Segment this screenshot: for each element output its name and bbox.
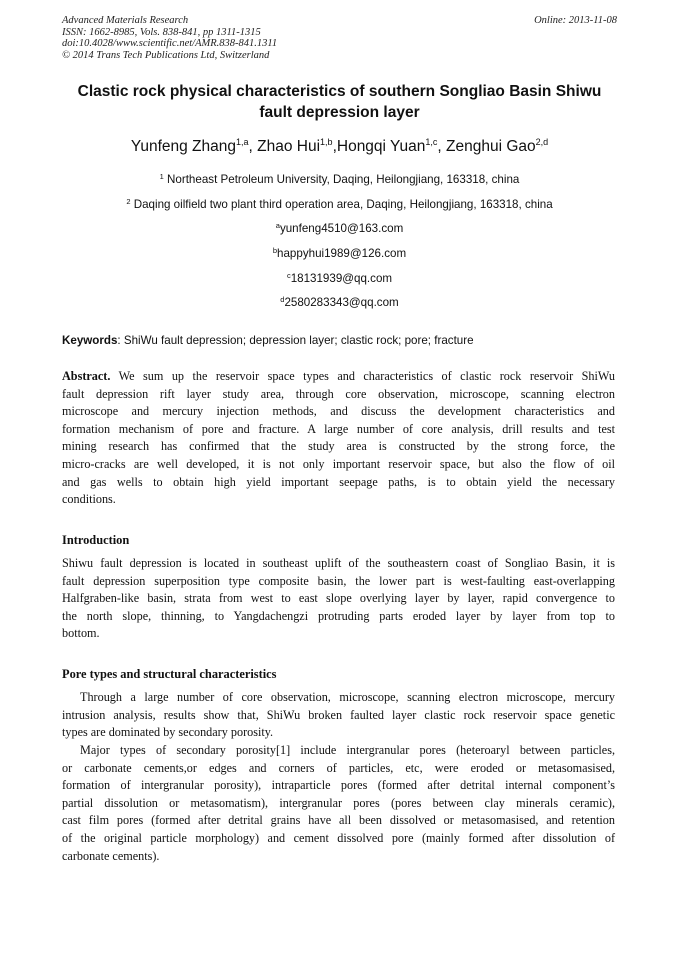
author-sup: 1,a: [236, 137, 249, 147]
affiliation-sup: 1: [159, 172, 164, 181]
paragraph-line: the north slope, thinning, to Yangdachengzi protruding parts eroded layer by layer from top to: [62, 608, 615, 623]
email-b: [62, 247, 617, 261]
pore-paragraph-1: [62, 689, 615, 742]
paragraph-line: Shiwu fault depression is located in southeast uplift of the southeastern coast of Songliao Basin, it is: [62, 556, 615, 570]
keywords-label: Keywords: [62, 334, 118, 347]
abstract-line: [62, 368, 615, 386]
keywords-text: : ShiWu fault depression; depression layer; clastic rock; pore; fracture: [117, 334, 474, 347]
author-sup: 1,b: [320, 137, 333, 147]
paragraph-line: cast film pores (formed after detrital grains have all been dissolved or metasomasised, and retention: [62, 813, 615, 828]
email-c: [62, 272, 617, 286]
introduction-paragraph: [62, 555, 615, 643]
pore-paragraph-2: [62, 742, 615, 865]
paragraph-line: types are dominated by secondary porosity.: [62, 725, 274, 740]
paragraph-line: or carbonate cements,or edges and corners of particles, etc, were eroded or metasomasised,: [62, 760, 615, 775]
author-name: Yunfeng Zhang: [130, 138, 236, 155]
paragraph-line: Major types of secondary porosity[1] include intergranular pores (heteroaryl between particles,: [80, 743, 615, 757]
affiliation-text: Daqing oilfield two plant third operation area, Daqing, Heilongjiang, 163318, china: [130, 198, 553, 211]
email-sup: c: [286, 271, 291, 280]
paragraph-line: formation of intergranular porosity), intraparticle pores (formed after detrital internal component’s: [62, 778, 615, 793]
author-sup: 2,d: [535, 137, 549, 147]
journal-doi: doi:10.4028/www.scientific.net/AMR.838-841.1311: [62, 38, 278, 49]
paragraph-line: intrusion analysis, results show that, ShiWu broken faulted layer clastic rock reservoir space genetic: [62, 707, 615, 722]
author-sep: ,: [437, 138, 447, 155]
section-heading-introduction: Introduction: [62, 533, 130, 547]
journal-copyright: © 2014 Trans Tech Publications Ltd, Switzerland: [62, 49, 270, 61]
abstract-line: conditions.: [62, 492, 116, 507]
abstract-line: and gas wells to obtain high yield important seepage paths, is to obtain yield the necessary: [62, 474, 615, 489]
online-date: Online: 2013-11-08: [534, 15, 617, 26]
journal-issn: ISSN: 1662-8985, Vols. 838-841, pp 1311-1315: [62, 26, 261, 38]
author-sup: 1,c: [425, 137, 438, 147]
abstract-line-text: We sum up the reservoir space types and characteristics of clastic rock reservoir ShiWu: [110, 369, 615, 383]
paragraph-line: bottom.: [62, 626, 100, 641]
section-heading-pore-types: Pore types and structural characteristics: [62, 667, 277, 681]
title-line-1: Clastic rock physical characteristics of southern Songliao Basin Shiwu: [77, 83, 602, 100]
abstract-line: micro-cracks are well developed, it is not only important reservoir space, but also the flow of oil: [62, 456, 615, 471]
email-a: [62, 222, 617, 236]
email-sup: b: [272, 246, 278, 255]
affiliation-sup: 2: [126, 197, 131, 206]
author-name: Zenghui Gao: [446, 138, 536, 155]
email-text: happyhui1989@126.com: [277, 247, 407, 260]
author-list: [62, 137, 617, 157]
affiliation-text: Northeast Petroleum University, Daqing, Heilongjiang, 163318, china: [163, 173, 520, 186]
paragraph-line: Through a large number of core observation, microscope, scanning electron microscope, mercury: [80, 690, 615, 704]
email-sup: d: [280, 295, 285, 304]
abstract-line: fault depression rift layer study area, through core observation, microscope, scanning electron: [62, 386, 615, 401]
affiliation-1: [62, 173, 617, 187]
journal-name: Advanced Materials Research: [62, 15, 189, 26]
abstract: [62, 368, 615, 509]
paragraph-line: Halfgraben-like basin, strata from west to east slope overlying layer by layer, rapid convergence to: [62, 591, 615, 606]
title-line-2: fault depression layer: [259, 104, 420, 121]
paper-title: [62, 81, 617, 123]
email-sup: a: [275, 221, 280, 230]
author-sep: ,: [248, 138, 258, 155]
paragraph-line: of the original particle morphology) and cement dissolved pore (mainly formed after dissolution of: [62, 830, 615, 845]
email-text: yunfeng4510@163.com: [279, 222, 404, 235]
abstract-line: microscope and mercury injection methods, and discuss the development characteristics and: [62, 404, 615, 419]
paragraph-line: carbonate cements).: [62, 848, 160, 863]
keywords: [62, 334, 617, 348]
abstract-line: mining research has confirmed that the study area is constructed by the strong force, the: [62, 439, 615, 454]
author-sep: ,: [332, 138, 337, 155]
author-name: Zhao Hui: [257, 138, 321, 155]
abstract-label: Abstract.: [62, 369, 111, 383]
email-d: [62, 296, 617, 310]
affiliation-2: [62, 198, 617, 212]
journal-header: [62, 15, 617, 61]
email-text: 18131939@qq.com: [290, 272, 393, 285]
author-name: Hongqi Yuan: [336, 138, 426, 155]
abstract-line: formation mechanism of pore and fracture. A large number of core analysis, drill results and test: [62, 421, 615, 436]
paragraph-line: partial dissolution or metasomatism), intergranular pores (pores between clay minerals ceramic),: [62, 795, 615, 810]
paragraph-line: fault depression superposition type composite basin, the lower part is west-faulting east-overlapping: [62, 573, 615, 588]
email-text: 2580283343@qq.com: [284, 296, 399, 309]
